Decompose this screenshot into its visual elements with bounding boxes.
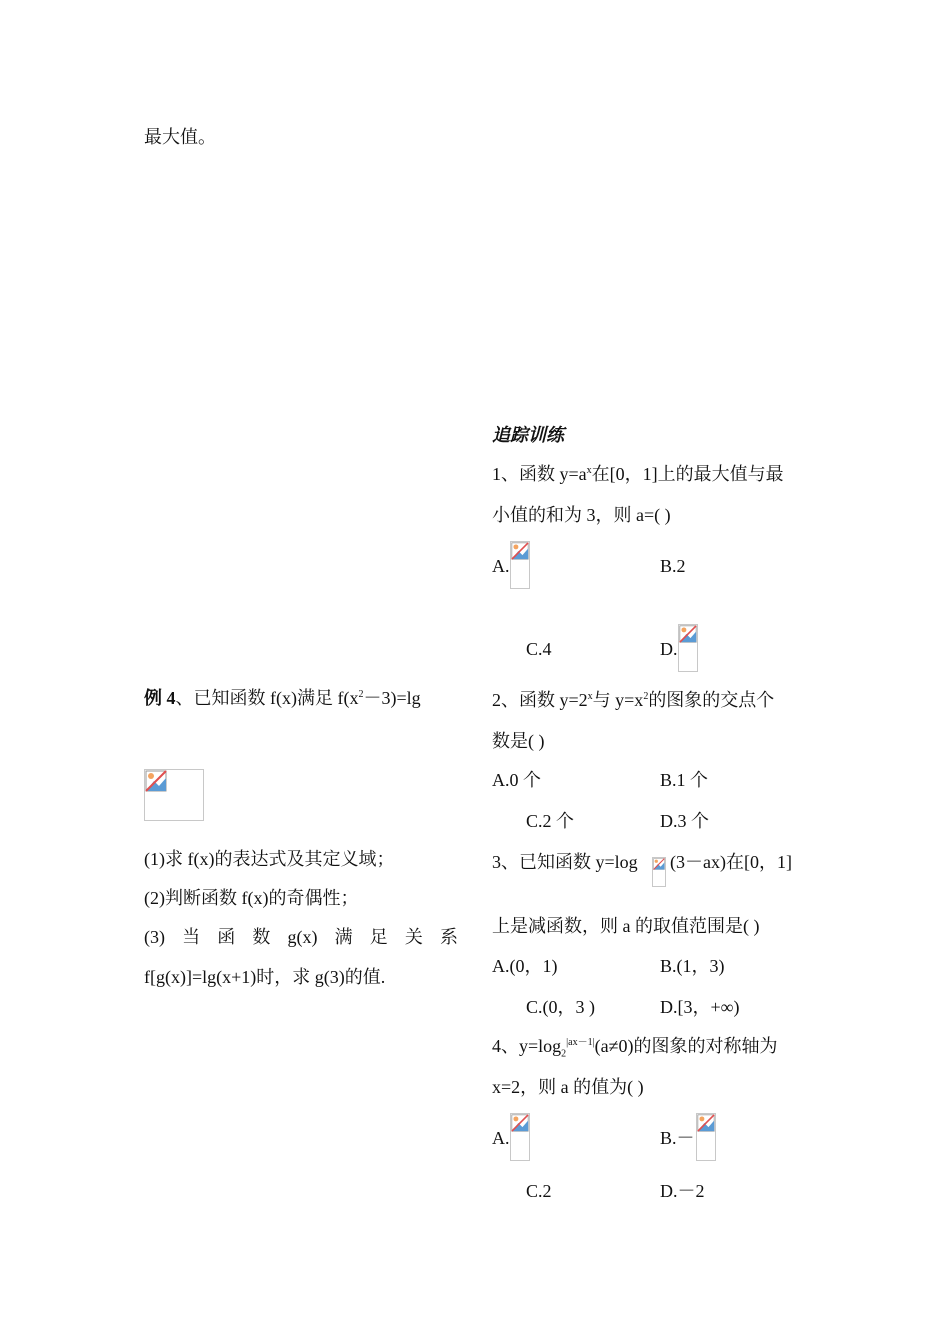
formula-image-placeholder	[652, 857, 666, 887]
formula-image-placeholder	[678, 624, 698, 672]
p2-option-c: C.2 个	[526, 811, 575, 831]
broken-image-icon	[697, 1114, 715, 1132]
p2-option-d: D.3 个	[660, 811, 709, 831]
practice-title: 追踪训练	[492, 425, 564, 445]
formula-image-placeholder	[696, 1113, 716, 1161]
broken-image-icon	[511, 1114, 529, 1132]
p3-option-a: A.(0，1)	[492, 956, 558, 976]
p4-line2: x=2，则 a 的值为( )	[492, 1077, 644, 1097]
p3-option-d: D.[3，+∞)	[660, 997, 740, 1017]
example4-q1: (1)求 f(x)的表达式及其定义域；	[144, 849, 395, 869]
broken-image-icon	[653, 858, 665, 870]
p4-option-d: D.－2	[660, 1181, 705, 1201]
broken-image-icon	[679, 625, 697, 643]
p2-option-b: B.1 个	[660, 770, 709, 790]
continued-text: 最大值。	[144, 127, 216, 147]
formula-image-placeholder	[144, 769, 204, 821]
example4-q2: (2)判断函数 f(x)的奇偶性；	[144, 888, 359, 908]
p1-option-c: C.4	[526, 639, 552, 659]
p1-line1: 1、函数 $y=a^x$在[0，1]上的最大值与最	[492, 464, 784, 484]
p3-option-c: C.(0，3 )	[526, 997, 595, 1017]
p4-option-c: C.2	[526, 1181, 552, 1201]
formula-image-placeholder	[510, 1113, 530, 1161]
p4-line1: 4、$y=\log_2^{|ax-1|}(a\ne 0)$的图象的对称轴为	[492, 1036, 778, 1060]
p3-line1-a: 3、已知函数 y=log	[492, 852, 638, 872]
p4-option-b: B.－	[660, 1128, 695, 1148]
p4-option-a: A.	[492, 1128, 510, 1148]
p2-line1: 2、函数 $y=2^x$与 $y=x^2$的图象的交点个	[492, 690, 775, 710]
example4-label: 例 4	[144, 688, 176, 708]
example4-q3-line2: f[g(x)]=lg(x+1)时，求 g(3)的值.	[144, 967, 386, 987]
p3-line1-b: (3－ax)在[0，1]	[670, 852, 792, 872]
p2-option-a: A.0 个	[492, 770, 541, 790]
p2-line2: 数是( )	[492, 731, 545, 751]
example4-statement: 例 4、已知函数 f(x)满足 $f(x^2-3)=\lg$	[144, 688, 421, 708]
p1-option-a: A.	[492, 556, 510, 576]
p3-option-b: B.(1，3)	[660, 956, 725, 976]
example4-q3-line1: (3) 当 函 数 g(x) 满 足 关 系	[144, 927, 458, 947]
p3-line2: 上是减函数，则 a 的取值范围是( )	[492, 916, 760, 936]
broken-image-icon	[511, 542, 529, 560]
broken-image-icon	[145, 770, 167, 792]
formula-image-placeholder	[510, 541, 530, 589]
p1-option-b: B.2	[660, 556, 686, 576]
p1-option-d: D.	[660, 639, 678, 659]
p1-line2: 小值的和为 3，则 a=( )	[492, 505, 671, 525]
